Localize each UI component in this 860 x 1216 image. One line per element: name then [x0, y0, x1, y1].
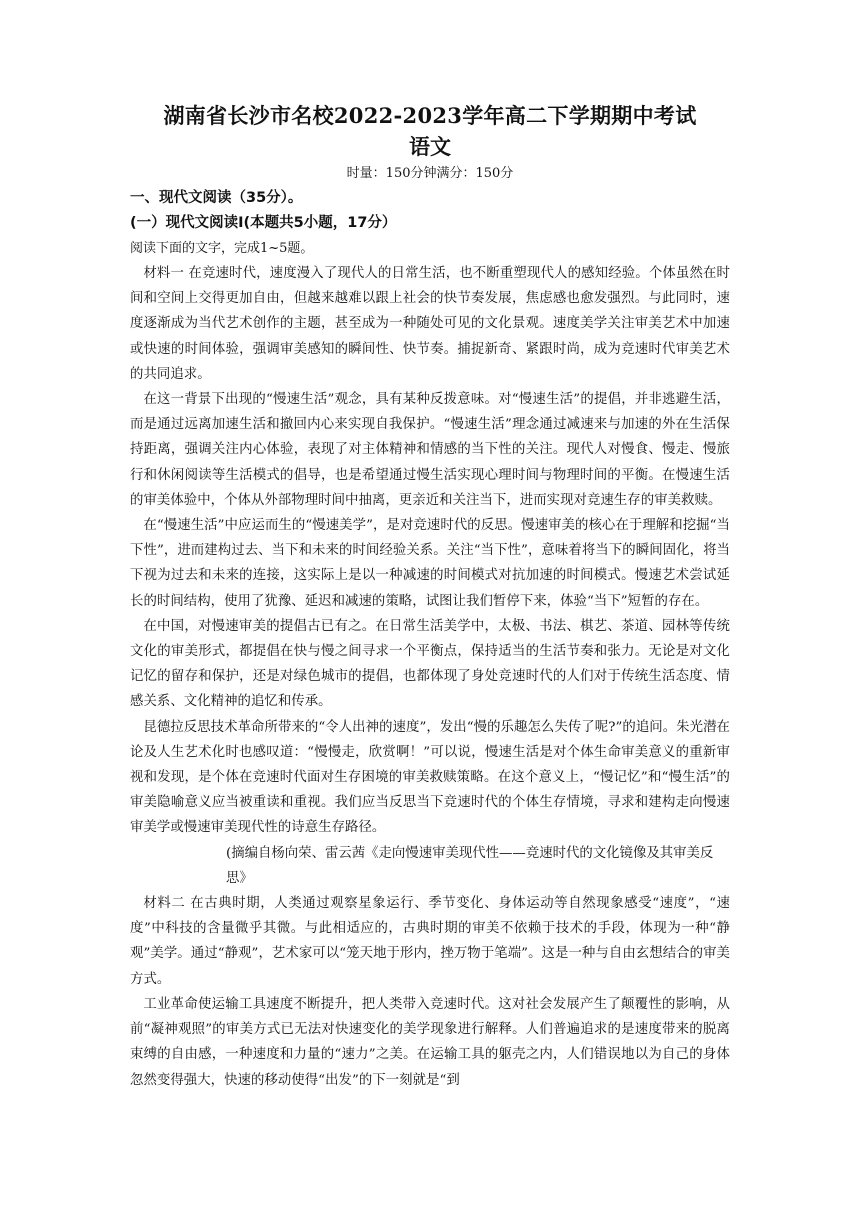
material-two-paragraph: 材料二 在古典时期，人类通过观察星象运行、季节变化、身体运动等自然现象感受“速度”，“速度”中科技的含量微乎其微。与此相适应的，古典时期的审美不依赖于技术的手段，体现为一种“静观”美学。通过“静观”，艺术家可以“笼天地于形内，挫万物于笔端”。这是一种与自由玄想结合的审美方式。	[130, 896, 730, 987]
material-one-paragraph: 材料一 在竞速时代，速度漫入了现代人的日常生活，也不断重塑现代人的感知经验。个体虽然在时间和空间上交得更加自由，但越来越难以跟上社会的快节奏发展，焦虑感也愈发强烈。与此同时，速度逐渐成为当代艺术创作的主题，甚至成为一种随处可见的文化景观。速度美学关注审美艺术中加速或快速的时间体验，强调审美感知的瞬间性、快节奏。捕捉新奇、紧跟时尚，成为竞速时代审美艺术的共同追求。	[130, 266, 730, 382]
source-citation: (摘编自杨向荣、雷云茜《走向慢速审美现代性——竞速时代的文化镜像及其审美反思》	[226, 845, 714, 886]
reading-instruction: 阅读下面的文字，完成1~5题。	[130, 241, 314, 256]
material-one-paragraph: 昆德拉反思技术革命所带来的“令人出神的速度”，发出“慢的乐趣怎么失传了呢?”的追问。朱光潜在论及人生艺术化时也感叹道：“慢慢走，欣赏啊！”可以说，慢速生活是对个体生命审美意义的重新审视和发现，是个体在竞速时代面对生存困境的审美救赎策略。在这个意义上，“慢记忆”和“慢生活”的审美隐喻意义应当被重读和重视。我们应当反思当下竞速时代的个体生存情境，寻求和建构走向慢速审美学或慢速审美现代性的诗意生存路径。	[130, 719, 730, 836]
exam-title: 湖南省长沙市名校2022-2023学年高二下学期期中考试	[163, 103, 697, 128]
material-one-paragraph: 在“慢速生活”中应运而生的“慢速美学”，是对竞速时代的反思。慢速审美的核心在于理解和挖掘“当下性”，进而建构过去、当下和未来的时间经验关系。关注“当下性”，意味着将当下的瞬间固化，将当下视为过去和未来的连接，这实际上是以一种减速的时间模式对抗加速的时间模式。慢速艺术尝试延长的时间结构，使用了犹豫、延迟和减速的策略，试图让我们暂停下来，体验“当下”短暂的存在。	[130, 518, 730, 609]
section-heading: 一、现代文阅读（35分）。	[130, 190, 303, 206]
subsection-heading: (一）现代文阅读Ⅰ(本题共5小题，17分）	[130, 215, 397, 231]
exam-subject: 语文	[409, 134, 451, 159]
material-two-paragraph: 工业革命使运输工具速度不断提升，把人类带入竞速时代。这对社会发展产生了颠覆性的影响，从前“凝神观照”的审美方式已无法对快速变化的美学现象进行解释。人们普遍追求的是速度带来的脱离束缚的自由感，一种速度和力量的“速力”之美。在运输工具的躯壳之内，人们错误地以为自己的身体忽然变得强大，快速的移动使得“出发”的下一刻就是“到	[130, 996, 730, 1088]
material-one-paragraph: 在中国，对慢速审美的提倡古已有之。在日常生活美学中，太极、书法、棋艺、茶道、园林等传统文化的审美形式，都提倡在快与慢之间寻求一个平衡点，保持适当的生活节奏和张力。无论是对文化记忆的留存和保护，还是对绿色城市的提倡，也都体现了身处竞速时代的人们对于传统生活态度、情感关系、文化精神的追忆和传承。	[130, 618, 730, 710]
exam-page	[130, 100, 730, 1093]
exam-time-score: 时量：150分钟满分：150分	[346, 166, 514, 181]
material-one-paragraph: 在这一背景下出现的“慢速生活”观念，具有某种反拨意味。对“慢速生活”的提倡，并非逃避生活，而是通过远离加速生活和撤回内心来实现自我保护。“慢速生活”理念通过减速来与加速的外在生活保持距离，强调关注内心体验，表现了对主体精神和情感的当下性的关注。现代人对慢食、慢走、慢旅行和休闲阅读等生活模式的倡导，也是希望通过慢生活实现心理时间与物理时间的平衡。在慢速生活的审美体验中，个体从外部物理时间中抽离，更亲近和关注当下，进而实现对竞速生存的审美救赎。	[130, 392, 730, 508]
